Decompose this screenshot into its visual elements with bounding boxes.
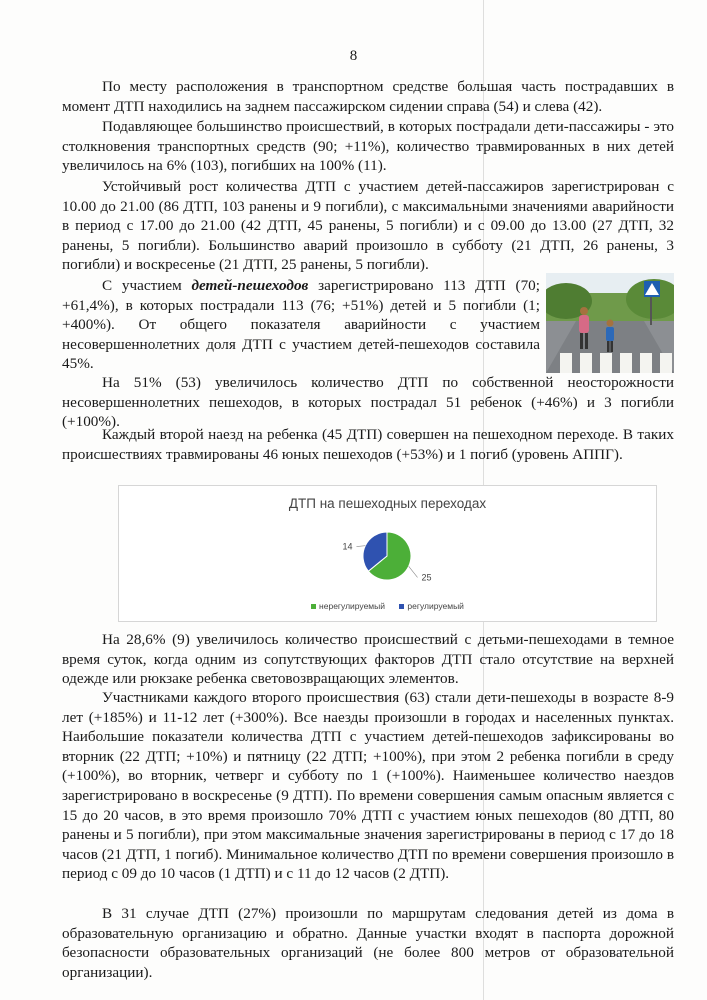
- paragraph-participants: [62, 688, 674, 884]
- paragraph-routes: [62, 904, 674, 982]
- paragraph-seat-position: [62, 77, 674, 116]
- pedestrian-crossing-chart: [118, 485, 657, 622]
- legend-swatch: [399, 604, 404, 609]
- paragraph-text: В 31 случае ДТП (27%) произошли по маршрутам следования детей из дома в образовательную организацию и обратно. Данные участки входят в паспорта дорожной безопасности образовательных организаций (не более 800 метров от образовательной организации).: [62, 905, 674, 981]
- paragraph-crossings: [62, 425, 674, 464]
- paragraph-text: По месту расположения в транспортном средстве большая часть пострадавших в момент ДТП находились на заднем пассажирском сидении справа (54) и слева (42).: [62, 78, 674, 115]
- data-label: 25: [421, 572, 432, 583]
- paragraph-text: Устойчивый рост количества ДТП с участием детей-пассажиров зарегистрирован с 10.00 до 21.00 (86 ДТП, 103 ранены и 9 погибли), с максимальными значениями аварийности в период с 17.00 до 21.00 (42 ДТП, 45 ранены, 5 погибли) и с 09.00 до 13.00 (27 ДТП, 32 ранены, 5 погибли). Большинство аварий произошло в субботу (21 ДТП, 26 ранены, 3 погибли) и воскресенье (21 ДТП, 25 ранены, 5 погибли).: [62, 178, 674, 274]
- paragraph-text: Каждый второй наезд на ребенка (45 ДТП) совершен на пешеходном переходе. В таких происшествиях травмированы 46 юных пешеходов (+53%) и 1 погиб (уровень АППГ).: [62, 426, 674, 463]
- paragraph-dark-time: [62, 630, 674, 689]
- data-label-leader: [409, 566, 418, 577]
- chart-legend: [119, 601, 656, 611]
- legend-label: регулируемый: [407, 601, 464, 611]
- data-label-leader: [356, 546, 365, 547]
- children-crossing-road-photo: [546, 273, 674, 373]
- paragraph-collisions: [62, 117, 674, 176]
- children-crossing-photo: [546, 273, 674, 373]
- paragraph-time-growth: [62, 177, 674, 275]
- legend-item-regulated: [399, 601, 464, 611]
- paragraph-text: Подавляющее большинство происшествий, в которых пострадали дети-пассажиры - это столкновения транспортных средств (90; +11%), количество травмированных в них детей увеличилось на 6% (103), погибших на 100% (11).: [62, 118, 674, 175]
- paragraph-text: зарегистрировано 113 ДТП (70; +61,4%), в которых пострадали 113 (76; +51%) детей и 5 погибли (1; +400%). От общего показателя аварийности с участием несовершеннолетних доля ДТП с участием детей-пешеходов составила 45%.: [62, 277, 540, 373]
- legend-label: нерегулируемый: [319, 601, 386, 611]
- paragraph-own-negligence: [62, 373, 674, 432]
- legend-item-unregulated: [311, 601, 385, 611]
- emphasis-child-pedestrians: детей-пешеходов: [191, 277, 309, 294]
- chart-title: ДТП на пешеходных переходах: [288, 496, 487, 511]
- paragraph-text: На 28,6% (9) увеличилось количество происшествий с детьми-пешеходами в темное время суток, когда одним из сопутствующих факторов ДТП стало отсутствие на верхней одежде или рюкзаке ребенка световозвращающих элементов.: [62, 631, 674, 688]
- page-number: 8: [349, 48, 358, 64]
- paragraph-text: На 51% (53) увеличилось количество ДТП по собственной неосторожности несовершеннолетних пешеходов, в которых пострадал 51 ребенок (+46%) и 3 погибли (+100%).: [62, 374, 674, 431]
- paragraph-text: Участниками каждого второго происшествия (63) стали дети-пешеходы в возрасте 8-9 лет (+185%) и 11-12 лет (+300%). Все наезды произошли в городах и населенных пунктах. Наибольшие показатели количества ДТП с участием детей-пешеходов зафиксированы во вторник (22 ДТП; +10%) и пятницу (22 ДТП; +100%), при этом 2 ребенка погибли в среду (+100%), во вторник, четверг и субботу по 1 (+100%). Наименьшее количество наездов зарегистрировано в воскресенье (9 ДТП). По времени совершения самым опасным является с 15 до 20 часов, в это время произошло 70% ДТП с участием юных пешеходов (80 ДТП, 80 ранены и 5 погибли), при этом максимальные значения зарегистрированы в период с 17 до 18 часов (21 ДТП, 1 погиб). Минимальное количество ДТП по времени совершения произошло в период с 09 до 10 часов (1 ДТП) и с 11 до 12 часов (2 ДТП).: [62, 689, 674, 883]
- legend-swatch: [311, 604, 316, 609]
- paragraph-text: С участием: [102, 277, 192, 294]
- data-label: 14: [342, 541, 353, 552]
- paragraph-child-pedestrians: [62, 276, 540, 374]
